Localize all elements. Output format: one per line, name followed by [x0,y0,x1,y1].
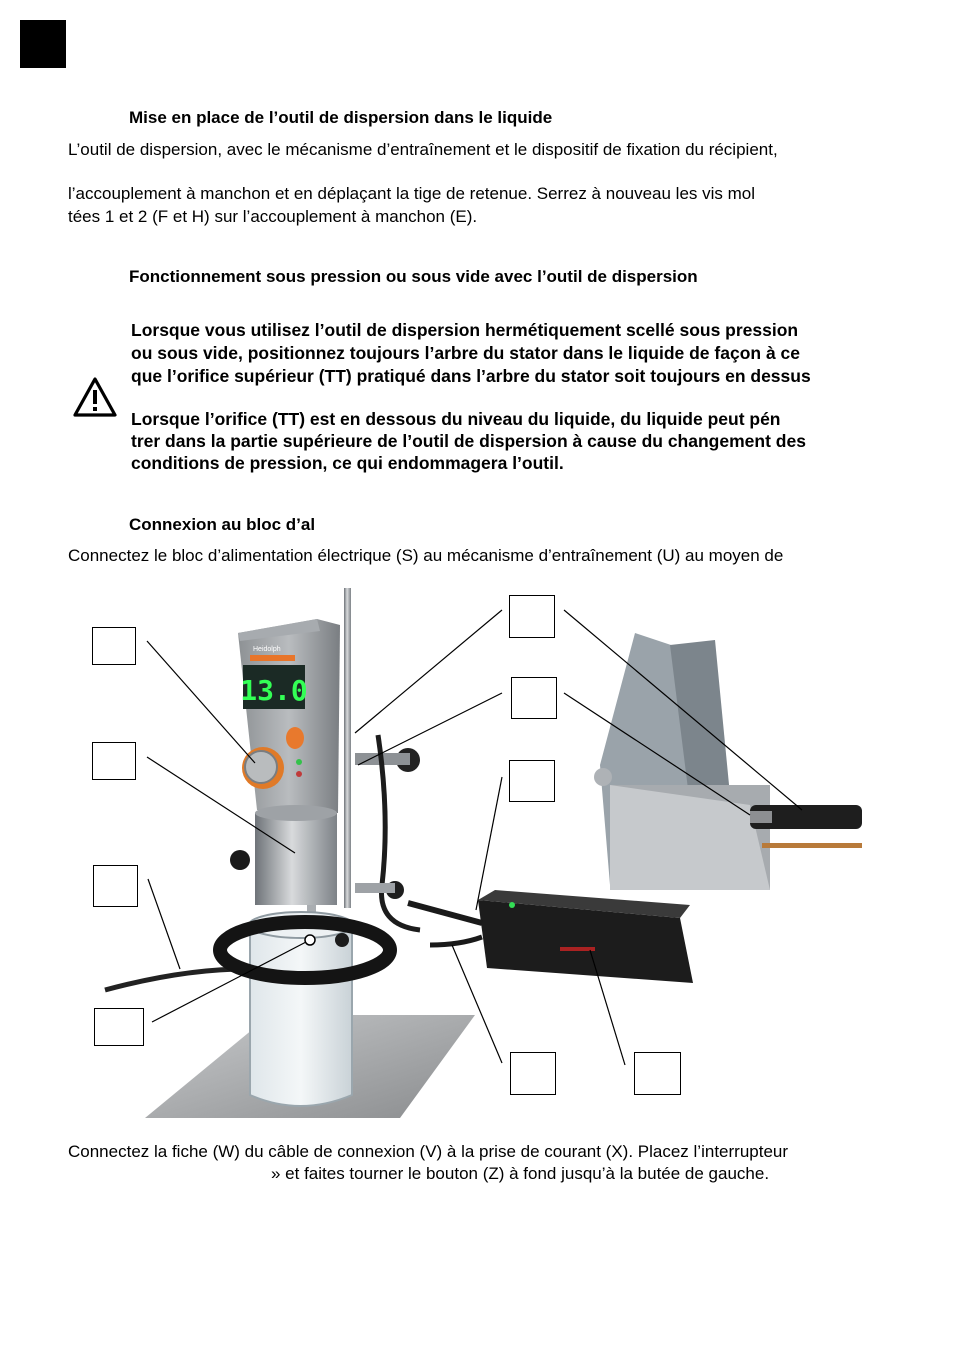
digital-display-readout: 13.0 [240,674,308,707]
paragraph-line: Connectez le bloc d’alimentation électrique (S) au mécanisme d’entraînement (U) au moyen de [68,546,784,565]
device-photo-figure [90,585,880,1125]
callout-box [509,760,555,802]
callout-box [510,1052,556,1095]
warning-text-line: Lorsque vous utilisez l’outil de dispersion hermétiquement scellé sous pression [131,320,799,340]
brand-label: Heidolph [253,646,281,653]
section-heading-immersion: Mise en place de l’outil de dispersion dans le liquide [129,108,553,127]
warning-text-line: conditions de pression, ce qui endommagera l’outil. [131,453,564,473]
callout-box [92,627,136,665]
paragraph-line: Connectez la fiche (W) du câble de connexion (V) à la prise de courant (X). Placez l’interrupteur [68,1142,789,1161]
warning-text-line: Lorsque l’orifice (TT) est en dessous du niveau du liquide, du liquide peut pén [131,409,781,429]
paragraph-line: tées 1 et 2 (F et H) sur l’accouplement à manchon (E). [68,207,478,226]
paragraph-line: » et faites tourner le bouton (Z) à fond jusqu’à la butée de gauche. [271,1164,770,1183]
warning-text-line: trer dans la partie supérieure de l’outil de dispersion à cause du changement des [131,431,806,451]
callout-box [634,1052,681,1095]
callout-box [93,865,138,907]
stirrer-photo [105,588,693,1118]
paragraph-line: L’outil de dispersion, avec le mécanisme d’entraînement et le dispositif de fixation du récipient, [68,140,778,159]
callout-box [509,595,555,638]
paragraph-line: l’accouplement à manchon et en déplaçant la tige de retenue. Serrez à nouveau les vis mol [68,184,756,203]
callout-box [92,742,136,780]
callout-box [511,677,557,719]
warning-text-line: ou sous vide, positionnez toujours l’arbre du stator dans le liquide de façon à ce [131,343,800,363]
warning-text-line: que l’orifice supérieur (TT) pratiqué dans l’arbre du stator soit toujours en dessus [131,366,811,386]
warning-triangle-icon [72,376,118,418]
section-heading-power: Connexion au bloc d’al [129,515,316,534]
callout-box [94,1008,144,1046]
section-heading-pressure: Fonctionnement sous pression ou sous vide avec l’outil de dispersion [129,267,698,286]
language-tab-block [20,20,66,68]
connector-inset-photo [594,633,862,890]
